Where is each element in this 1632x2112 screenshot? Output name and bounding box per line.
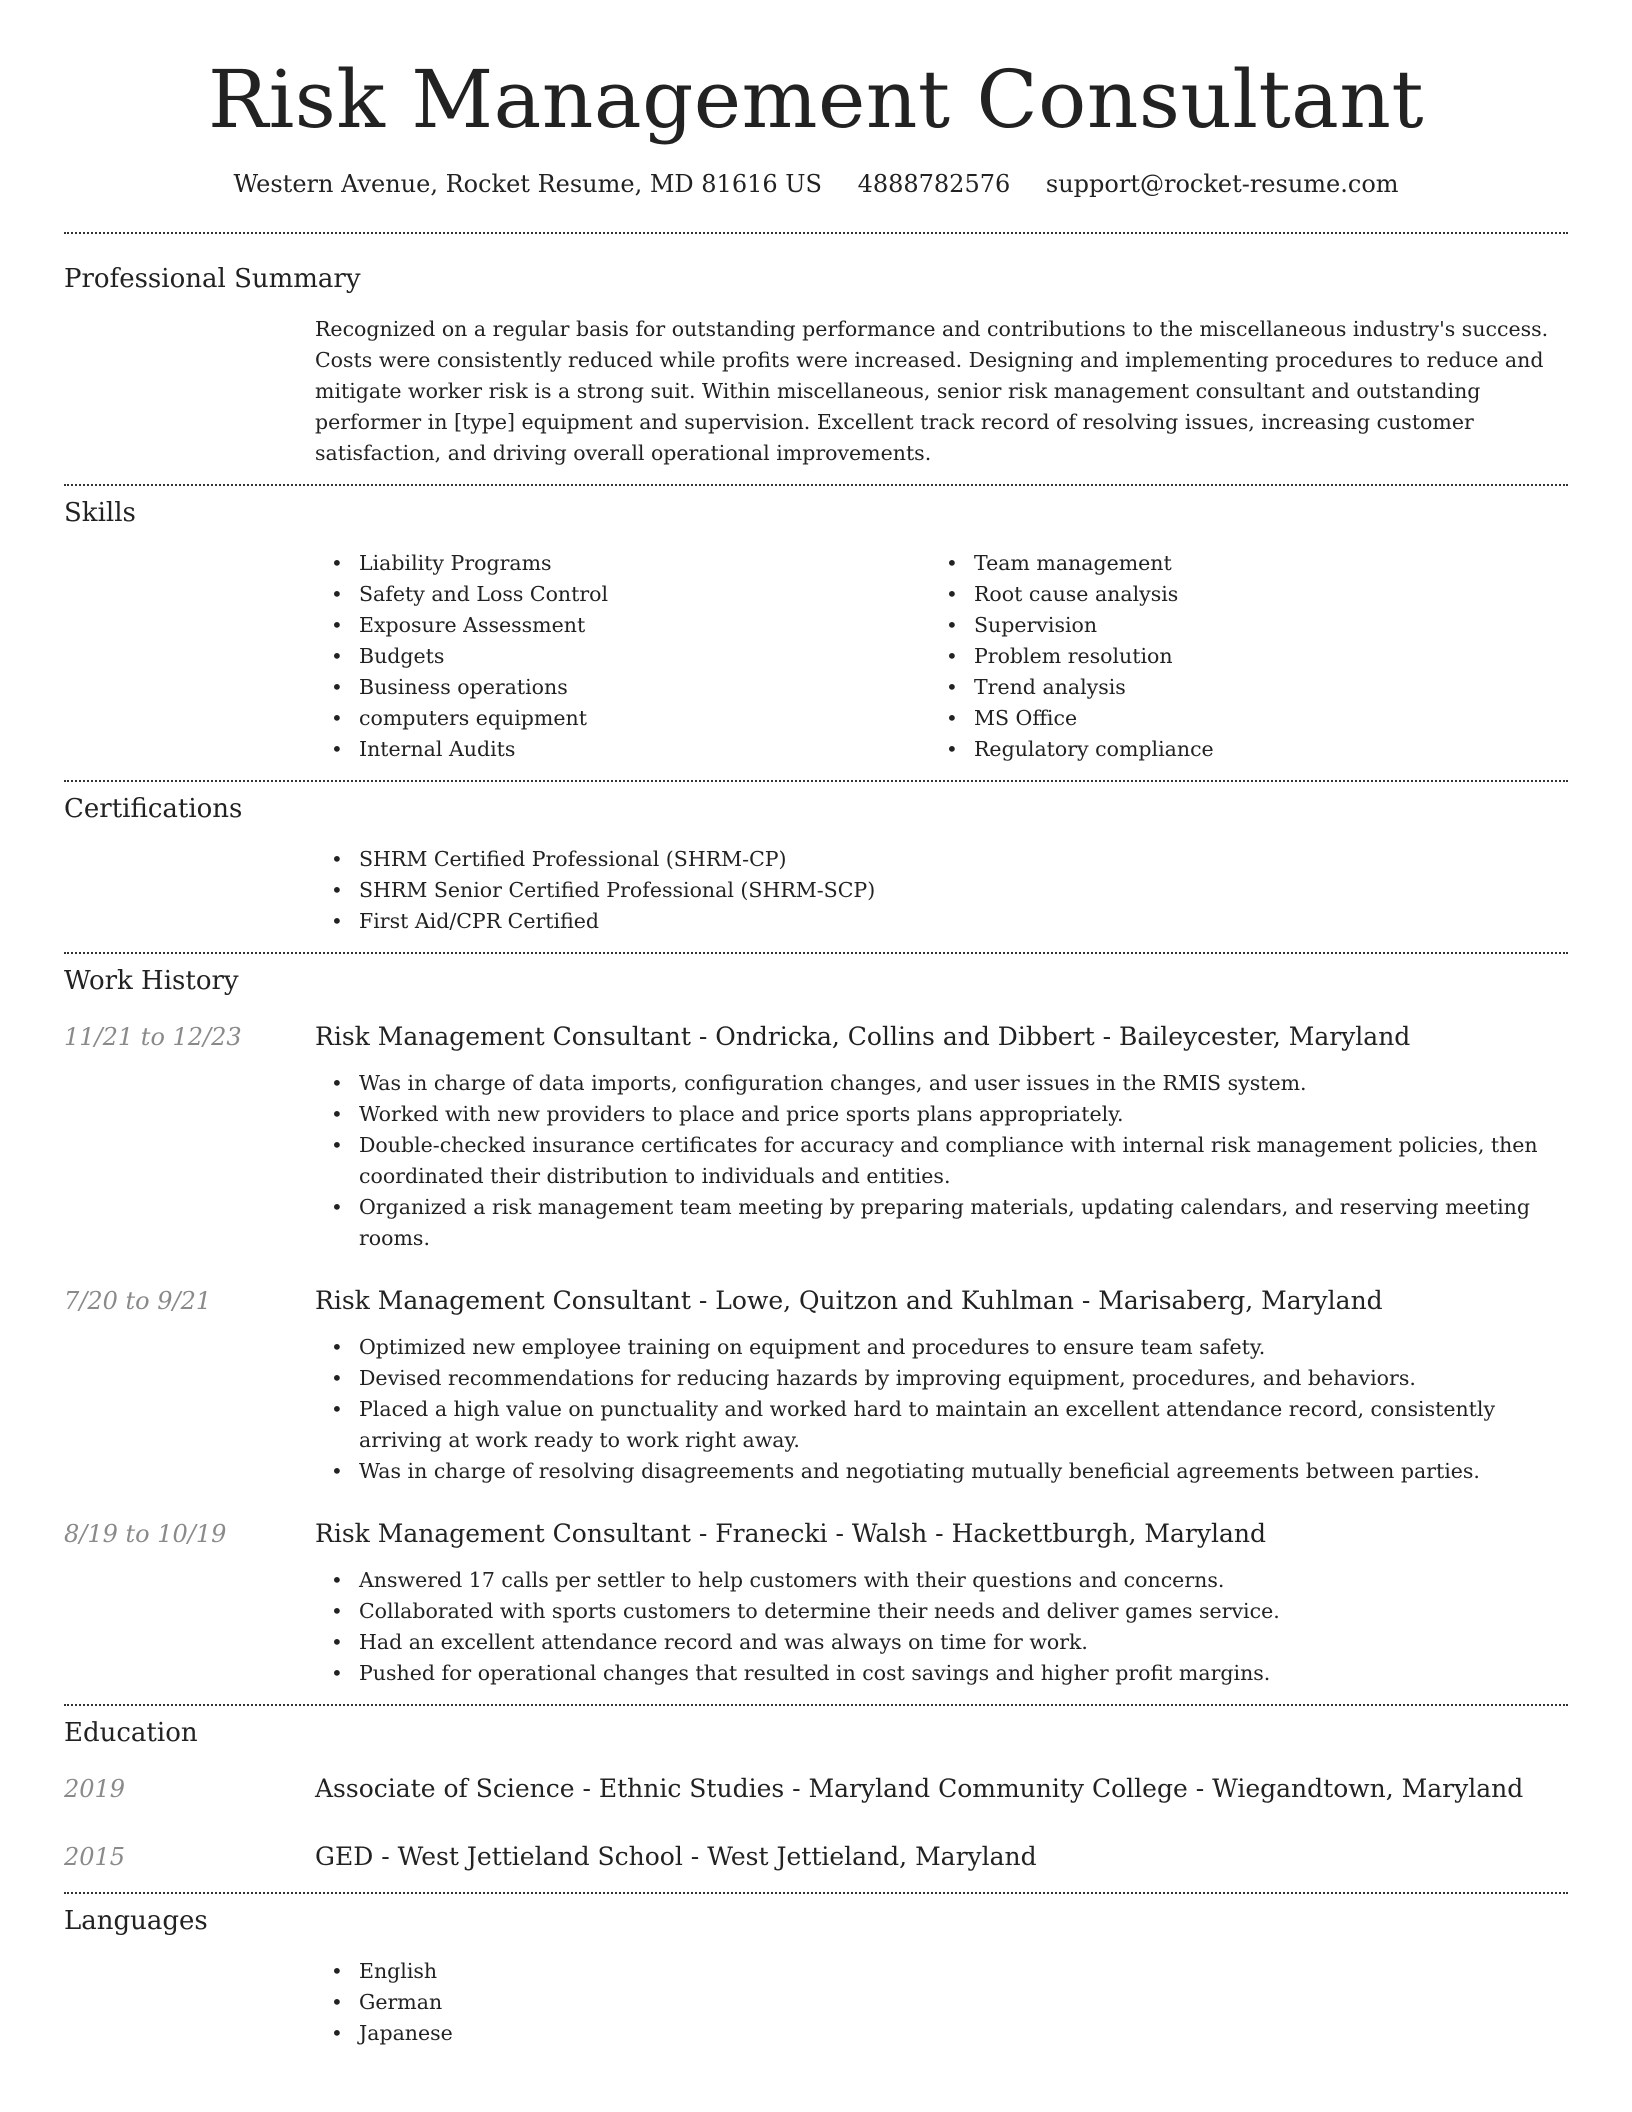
skills-heading: Skills	[64, 498, 136, 528]
contact-address: Western Avenue, Rocket Resume, MD 81616 US	[233, 170, 822, 198]
skill-item: • Exposure Assessment	[315, 610, 930, 641]
skill-item: • Supervision	[930, 610, 1545, 641]
job-bullet: • Double-checked insurance certificates for accuracy and compliance with internal risk management policies, then coordinated their distribution to individuals and entities.	[315, 1130, 1568, 1192]
job-bullets	[315, 1565, 1568, 1689]
resume-page	[64, 0, 1568, 2049]
job-entry	[64, 1517, 1568, 1689]
education-title: GED - West Jettieland School - West Jettieland, Maryland	[315, 1842, 1037, 1871]
job-bullet: • Devised recommendations for reducing hazards by improving equipment, procedures, and behaviors.	[315, 1363, 1568, 1394]
skill-item: • Regulatory compliance	[930, 734, 1545, 765]
certifications-list	[315, 844, 1568, 937]
certification-item: • First Aid/CPR Certified	[315, 906, 1568, 937]
job-dates: 7/20 to 9/21	[64, 1287, 212, 1315]
skill-item: • Trend analysis	[930, 672, 1545, 703]
education-entry	[64, 1840, 1568, 1874]
skill-item: • Team management	[930, 548, 1545, 579]
skill-item: • Problem resolution	[930, 641, 1545, 672]
job-bullet: • Collaborated with sports customers to determine their needs and deliver games service.	[315, 1596, 1568, 1627]
job-bullets	[315, 1332, 1568, 1487]
contact-phone: 4888782576	[857, 170, 1011, 198]
summary-text: Recognized on a regular basis for outstanding performance and contributions to the miscellaneous industry's success. Costs were consistently reduced while profits were increased. Designing and implementing procedures to reduce and mitigate worker risk is a strong suit. Within miscellaneous, senior risk management consultant and outstanding performer in [type] equipment and supervision. Excellent track record of resolving issues, increasing customer satisfaction, and driving overall operational improvements.	[315, 317, 1549, 465]
job-bullet: • Organized a risk management team meeting by preparing materials, updating calendars, and reserving meeting rooms.	[315, 1192, 1568, 1254]
job-bullet: • Placed a high value on punctuality and worked hard to maintain an excellent attendance record, consistently arriving at work ready to work right away.	[315, 1394, 1568, 1456]
certifications-body	[315, 844, 1568, 937]
education-year: 2015	[64, 1843, 126, 1871]
contact-line	[64, 168, 1568, 200]
languages-body	[315, 1956, 1568, 2049]
job-dates: 8/19 to 10/19	[64, 1520, 227, 1548]
job-bullet: • Answered 17 calls per settler to help customers with their questions and concerns.	[315, 1565, 1568, 1596]
candidate-name: Risk Management Consultant	[207, 53, 1425, 146]
job-entry	[64, 1284, 1568, 1487]
job-bullet: • Was in charge of data imports, configuration changes, and user issues in the RMIS system.	[315, 1068, 1568, 1099]
work-history-section	[64, 954, 1568, 1689]
skill-item: • Business operations	[315, 672, 930, 703]
skill-item: • Root cause analysis	[930, 579, 1545, 610]
education-heading: Education	[64, 1718, 198, 1748]
skill-item: • Internal Audits	[315, 734, 930, 765]
job-entry	[64, 1020, 1568, 1254]
languages-heading: Languages	[64, 1906, 208, 1936]
job-title: Risk Management Consultant - Franecki - Walsh - Hackettburgh, Maryland	[315, 1519, 1266, 1548]
job-bullet: • Had an excellent attendance record and was always on time for work.	[315, 1627, 1568, 1658]
skill-item: • Budgets	[315, 641, 930, 672]
skills-section	[64, 486, 1568, 765]
education-year: 2019	[64, 1775, 126, 1803]
skills-list-left	[315, 548, 930, 765]
education-section	[64, 1706, 1568, 1874]
summary-section	[64, 234, 1568, 469]
languages-list	[315, 1956, 1568, 2049]
certifications-heading: Certifications	[64, 794, 243, 824]
skills-grid	[315, 548, 1568, 765]
skill-item: • MS Office	[930, 703, 1545, 734]
job-details	[315, 1517, 1568, 1689]
skill-item: • Liability Programs	[315, 548, 930, 579]
job-title: Risk Management Consultant - Lowe, Quitzon and Kuhlman - Marisaberg, Maryland	[315, 1286, 1383, 1315]
job-details	[315, 1284, 1568, 1487]
skill-item: • Safety and Loss Control	[315, 579, 930, 610]
summary-heading: Professional Summary	[64, 264, 361, 294]
education-entry	[64, 1772, 1568, 1806]
job-dates: 11/21 to 12/23	[64, 1023, 242, 1051]
job-bullet: • Optimized new employee training on equipment and procedures to ensure team safety.	[315, 1332, 1568, 1363]
job-title: Risk Management Consultant - Ondricka, Collins and Dibbert - Baileycester, Maryland	[315, 1022, 1411, 1051]
job-details	[315, 1020, 1568, 1254]
contact-email: support@rocket-resume.com	[1045, 170, 1399, 198]
language-item: • German	[315, 1987, 1568, 2018]
certifications-section	[64, 782, 1568, 937]
languages-section	[64, 1894, 1568, 2049]
job-bullets	[315, 1068, 1568, 1254]
job-bullet: • Pushed for operational changes that resulted in cost savings and higher profit margins.	[315, 1658, 1568, 1689]
language-item: • Japanese	[315, 2018, 1568, 2049]
education-title: Associate of Science - Ethnic Studies - Maryland Community College - Wiegandtown, Maryland	[315, 1774, 1524, 1803]
language-item: • English	[315, 1956, 1568, 1987]
job-bullet: • Was in charge of resolving disagreements and negotiating mutually beneficial agreements between parties.	[315, 1456, 1568, 1487]
work-history-heading: Work History	[64, 966, 239, 996]
certification-item: • SHRM Senior Certified Professional (SHRM-SCP)	[315, 875, 1568, 906]
skill-item: • computers equipment	[315, 703, 930, 734]
skills-list-right	[930, 548, 1545, 765]
certification-item: • SHRM Certified Professional (SHRM-CP)	[315, 844, 1568, 875]
job-bullet: • Worked with new providers to place and price sports plans appropriately.	[315, 1099, 1568, 1130]
